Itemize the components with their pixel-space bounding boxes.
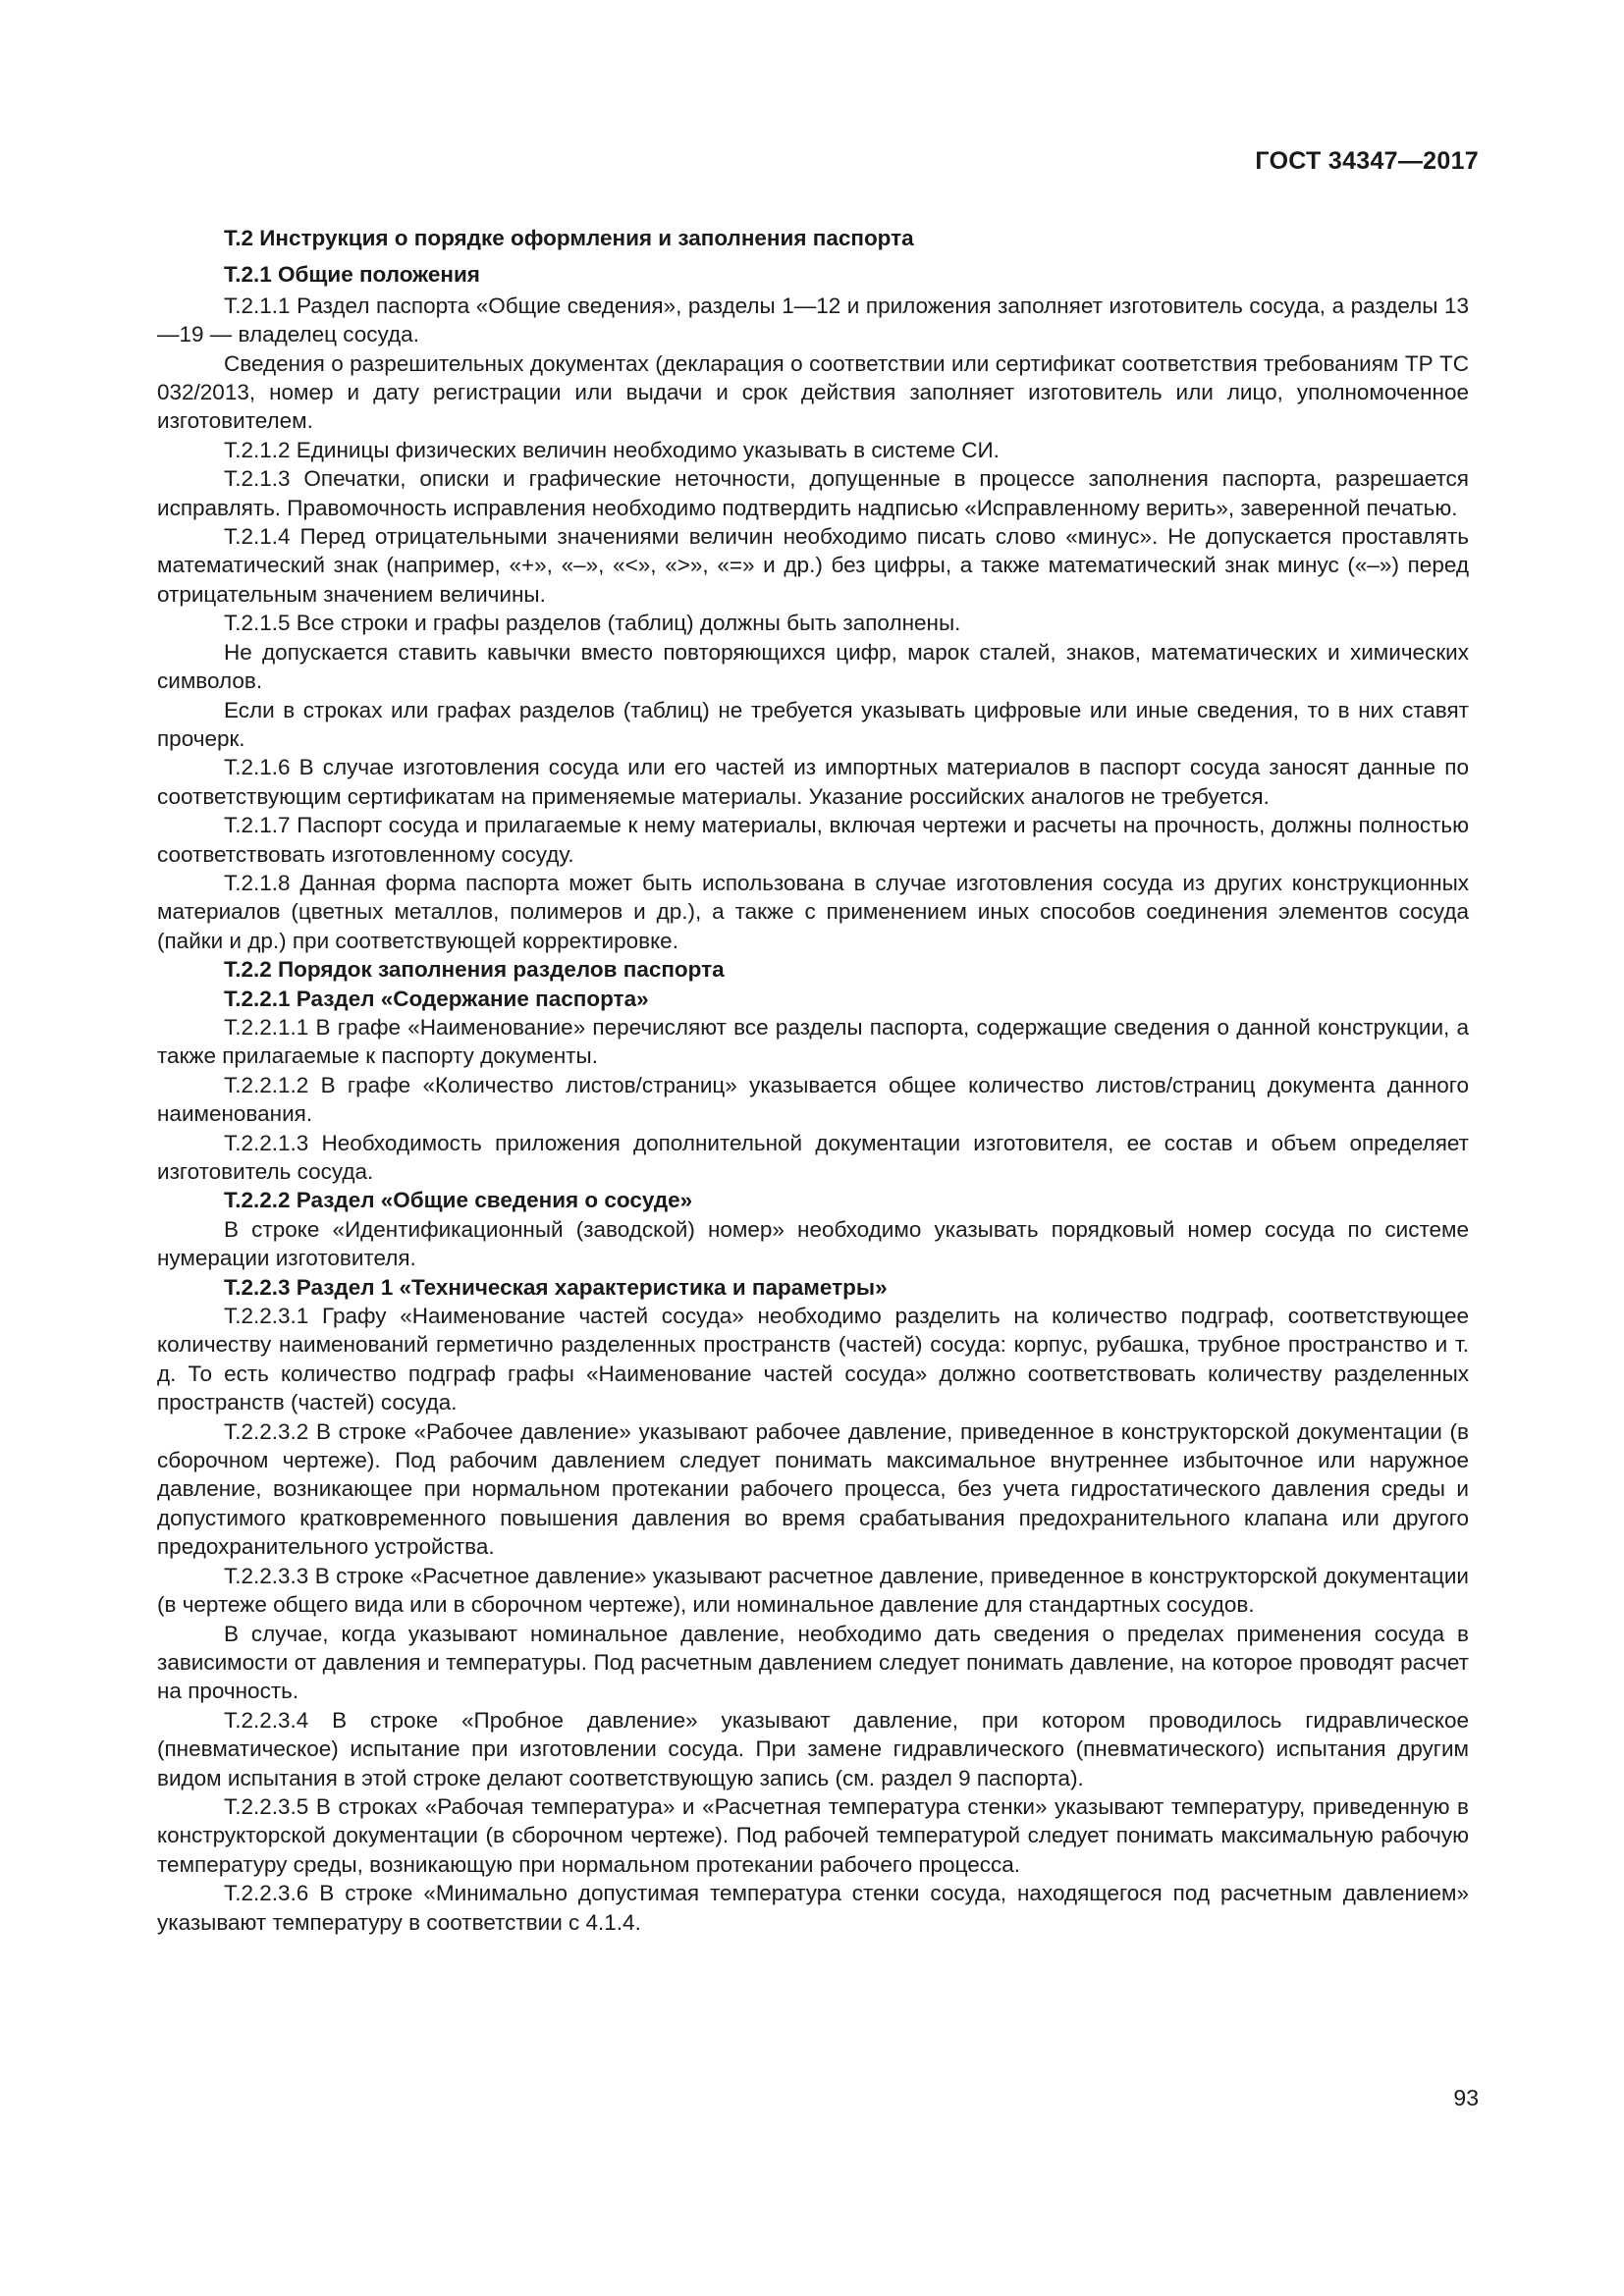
paragraph: Т.2.1.2 Единицы физических величин необходимо указывать в системе СИ. (224, 437, 1000, 462)
paragraph: Т.2.2.1.2 В графе «Количество листов/страниц» указывается общее количество листов/страниц документа данного наименования. (157, 1072, 1469, 1127)
subsection-heading: Т.2.2.3 Раздел 1 «Техническая характеристика и параметры» (224, 1274, 888, 1300)
paragraph: Т.2.2.3.6 В строке «Минимально допустимая температура стенки сосуда, находящегося под расчетным давлением» указывают температуру в соответствии с 4.1.4. (157, 1881, 1469, 1935)
paragraph: Сведения о разрешительных документах (декларация о соответствии или сертификат соответствия требованиям ТР ТС 032/2013, номер и дату регистрации или выдачи и срок действия заполняет изготовитель или лицо, уполномоченное изготовителем. (157, 350, 1469, 434)
page-number: 93 (1453, 2085, 1479, 2110)
paragraph: Т.2.1.1 Раздел паспорта «Общие сведения», разделы 1—12 и приложения заполняет изготовитель сосуда, а разделы 13—19 — владелец сосуда. (157, 293, 1469, 347)
paragraph: Т.2.2.3.5 В строках «Рабочая температура» и «Расчетная температура стенки» указывают температуру, приведенную в конструкторской документации (в сборочном чертеже). Под рабочей температурой следует понимать максимальную рабочую температуру среды, возникающую при нормальном протекании рабочего процесса. (157, 1793, 1469, 1877)
paragraph: Т.2.1.5 Все строки и графы разделов (таблиц) должны быть заполнены. (224, 611, 961, 636)
paragraph: Т.2.2.3.4 В строке «Пробное давление» указывают давление, при котором проводилось гидравлическое (пневматическое) испытание при изготовлении сосуда. При замене гидравлического (пневматического) испытания другим видом испытания в этой строке делают соответствующую запись (см. раздел 9 паспорта). (157, 1707, 1469, 1790)
subsection-heading: Т.2.1 Общие положения (224, 262, 480, 288)
paragraph: Т.2.2.3.2 В строке «Рабочее давление» указывают рабочее давление, приведенное в конструкторской документации (в сборочном чертеже). Под рабочим давлением следует понимать максимальное внутреннее избыточное или наружное давление, возникающее при нормальном протекании рабочего процесса, без учета гидростатического давления среды и допустимого кратковременного повышения давления во время срабатывания предохранительного клапана или другого предохранительного устройства. (157, 1418, 1469, 1560)
subsection-heading: Т.2.2.1 Раздел «Содержание паспорта» (224, 986, 649, 1011)
paragraph: Т.2.2.1.1 В графе «Наименование» перечисляют все разделы паспорта, содержащие сведения о данной конструкции, а также прилагаемые к паспорту документы. (157, 1014, 1469, 1069)
paragraph: Т.2.2.3.1 Графу «Наименование частей сосуда» необходимо разделить на количество подграф, соответствующее количеству наименований герметично разделенных пространств (частей) сосуда: корпус, рубашка, трубное пространство и т. д. То есть количество подграф графы «Наименование частей сосуда» должно соответствовать количеству разделенных пространств (частей) сосуда. (157, 1304, 1469, 1415)
paragraph: Т.2.1.6 В случае изготовления сосуда или его частей из импортных материалов в паспорт сосуда заносят данные по соответствующим сертификатам на применяемые материалы. Указание российских аналогов не требуется. (157, 755, 1469, 809)
paragraph: В случае, когда указывают номинальное давление, необходимо дать сведения о пределах применения сосуда в зависимости от давления и температуры. Под расчетным давлением следует понимать давление, на которое проводят расчет на прочность. (157, 1621, 1469, 1704)
subsection-heading: Т.2.2.2 Раздел «Общие сведения о сосуде» (224, 1188, 693, 1213)
subsection-heading: Т.2.2 Порядок заполнения разделов паспорта (224, 957, 725, 983)
paragraph: В строке «Идентификационный (заводской) номер» необходимо указывать порядковый номер сосуда по системе нумерации изготовителя. (157, 1216, 1469, 1271)
paragraph: Т.2.1.3 Опечатки, описки и графические неточности, допущенные в процессе заполнения паспорта, разрешается исправлять. Правомочность исправления необходимо подтвердить надписью «Исправленному верить», заверенной печатью. (157, 466, 1469, 520)
document-body (157, 224, 1469, 1937)
paragraph: Т.2.1.8 Данная форма паспорта может быть использована в случае изготовления сосуда из других конструкционных материалов (цветных металлов, полимеров и др.), а также с применением иных способов соединения элементов сосуда (пайки и др.) при соответствующей корректировке. (157, 870, 1469, 953)
section-heading: Т.2 Инструкция о порядке оформления и заполнения паспорта (224, 226, 914, 250)
paragraph: Не допускается ставить кавычки вместо повторяющихся цифр, марок сталей, знаков, математических и химических символов. (157, 639, 1469, 694)
paragraph: Т.2.2.1.3 Необходимость приложения дополнительной документации изготовителя, ее состав и объем определяет изготовитель сосуда. (157, 1130, 1469, 1184)
paragraph: Т.2.2.3.3 В строке «Расчетное давление» указывают расчетное давление, приведенное в конструкторской документации (в чертеже общего вида или в сборочном чертеже), или номинальное давление для стандартных сосудов. (157, 1563, 1469, 1618)
paragraph: Если в строках или графах разделов (таблиц) не требуется указывать цифровые или иные сведения, то в них ставят прочерк. (157, 697, 1469, 751)
paragraph: Т.2.1.7 Паспорт сосуда и прилагаемые к нему материалы, включая чертежи и расчеты на прочность, должны полностью соответствовать изготовленному сосуду. (157, 813, 1469, 867)
document-standard-header: ГОСТ 34347—2017 (1255, 147, 1479, 175)
paragraph: Т.2.1.4 Перед отрицательными значениями величин необходимо писать слово «минус». Не допускается проставлять математический знак (например, «+», «–», «<», «>», «=» и др.) без цифры, а также математический знак минус («–») перед отрицательным значением величины. (157, 524, 1469, 607)
